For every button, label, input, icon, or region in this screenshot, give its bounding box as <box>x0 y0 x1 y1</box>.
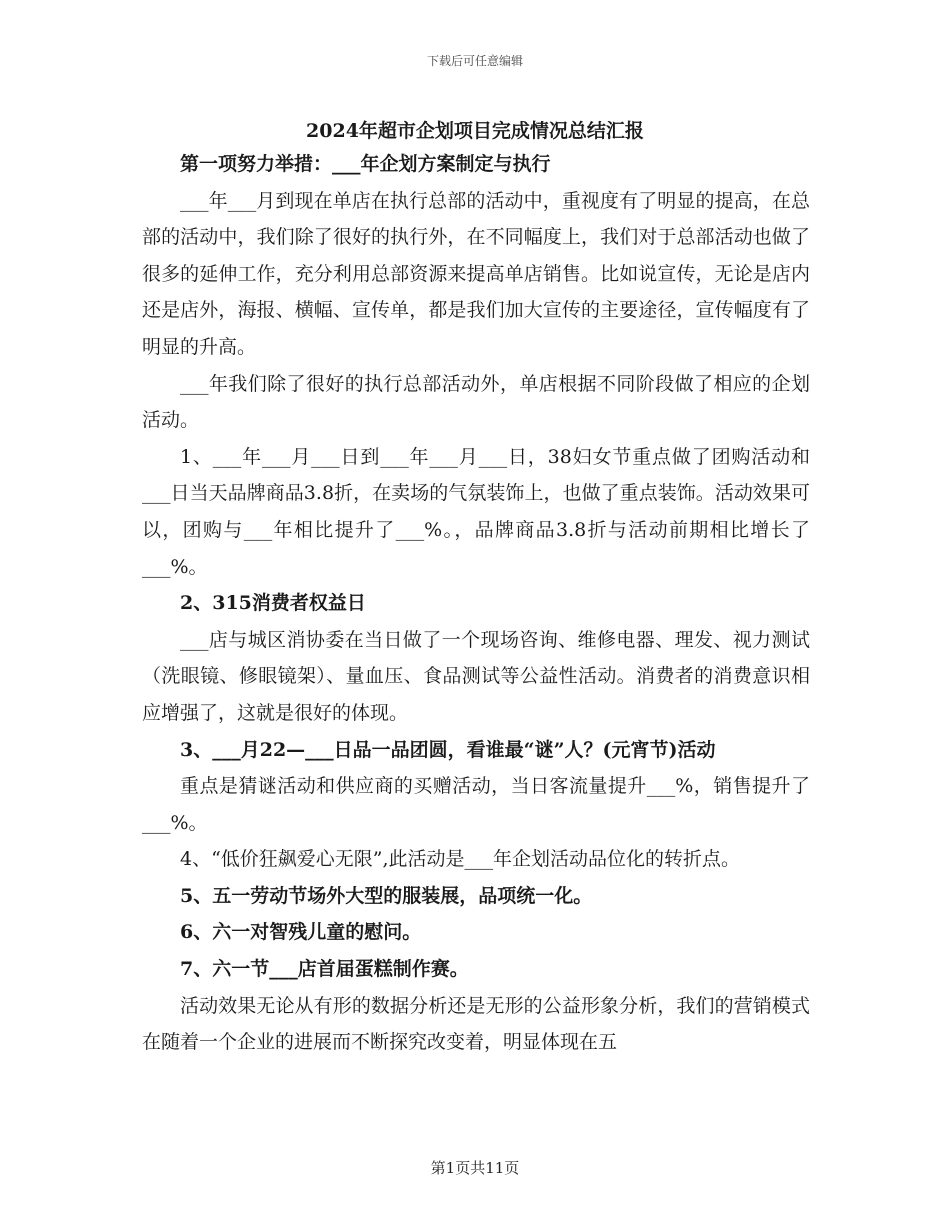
paragraph: 活动效果无论从有形的数据分析还是无形的公益形象分析，我们的营销模式在随着一个企业的进展而不断探究改变着，明显体现在五 <box>142 994 810 1054</box>
header-note: 下载后可任意编辑 <box>426 54 523 68</box>
paragraph: ___年___月到现在单店在执行总部的活动中，重视度有了明显的提高，在总部的活动中，我们除了很好的执行外，在不同幅度上，我们对于总部活动也做了很多的延伸工作，充分利用总部资源来提高单店销售。比如说宣传，无论是店内还是店外，海报、横幅、宣传单，都是我们加大宣传的主要途径，宣传幅度有了明显的升高。 <box>142 189 810 358</box>
paragraph-heading-315: 2、315消费者权益日 <box>180 592 366 615</box>
paragraph-heading-1: 第一项努力举措：___年企划方案制定与执行 <box>180 153 551 175</box>
paragraph: ___店与城区消协委在当日做了一个现场咨询、维修电器、理发、视力测试（洗眼镜、修眼镜架）、量血压、食品测试等公益性活动。消费者的消费意识相应增强了，这就是很好的体现。 <box>142 628 810 724</box>
paragraph-heading-cake-contest: 7、六一节___店首届蛋糕制作赛。 <box>180 958 469 981</box>
paragraph: 1、___年___月___日到___年___月___日，38妇女节重点做了团购活动和___日当天品牌商品3.8折，在卖场的气氛装饰上，也做了重点装饰。活动效果可以，团购与___年相比提升了___%。，品牌商品3.8折与活动前期相比增长了___%。 <box>142 445 810 578</box>
document-body <box>142 146 810 1061</box>
paragraph-heading-childrens-day: 6、六一对智残儿童的慰问。 <box>180 921 422 944</box>
paragraph: 4、“低价狂飙爱心无限”,此活动是___年企划活动品位化的转折点。 <box>180 848 741 871</box>
paragraph: 重点是猜谜活动和供应商的买赠活动，当日客流量提升___%，销售提升了___%。 <box>142 775 810 834</box>
paragraph-heading-lantern: 3、___月22—___日品一品团圆，看谁最“谜”人？(元宵节)活动 <box>180 738 716 761</box>
paragraph: ___年我们除了很好的执行总部活动外，单店根据不同阶段做了相应的企划活动。 <box>142 372 810 432</box>
document-title: 2024年超市企划项目完成情况总结汇报 <box>306 120 644 142</box>
paragraph-heading-may-day: 5、五一劳动节场外大型的服装展，品项统一化。 <box>180 884 593 907</box>
page-number: 第1页共11页 <box>430 1159 520 1177</box>
